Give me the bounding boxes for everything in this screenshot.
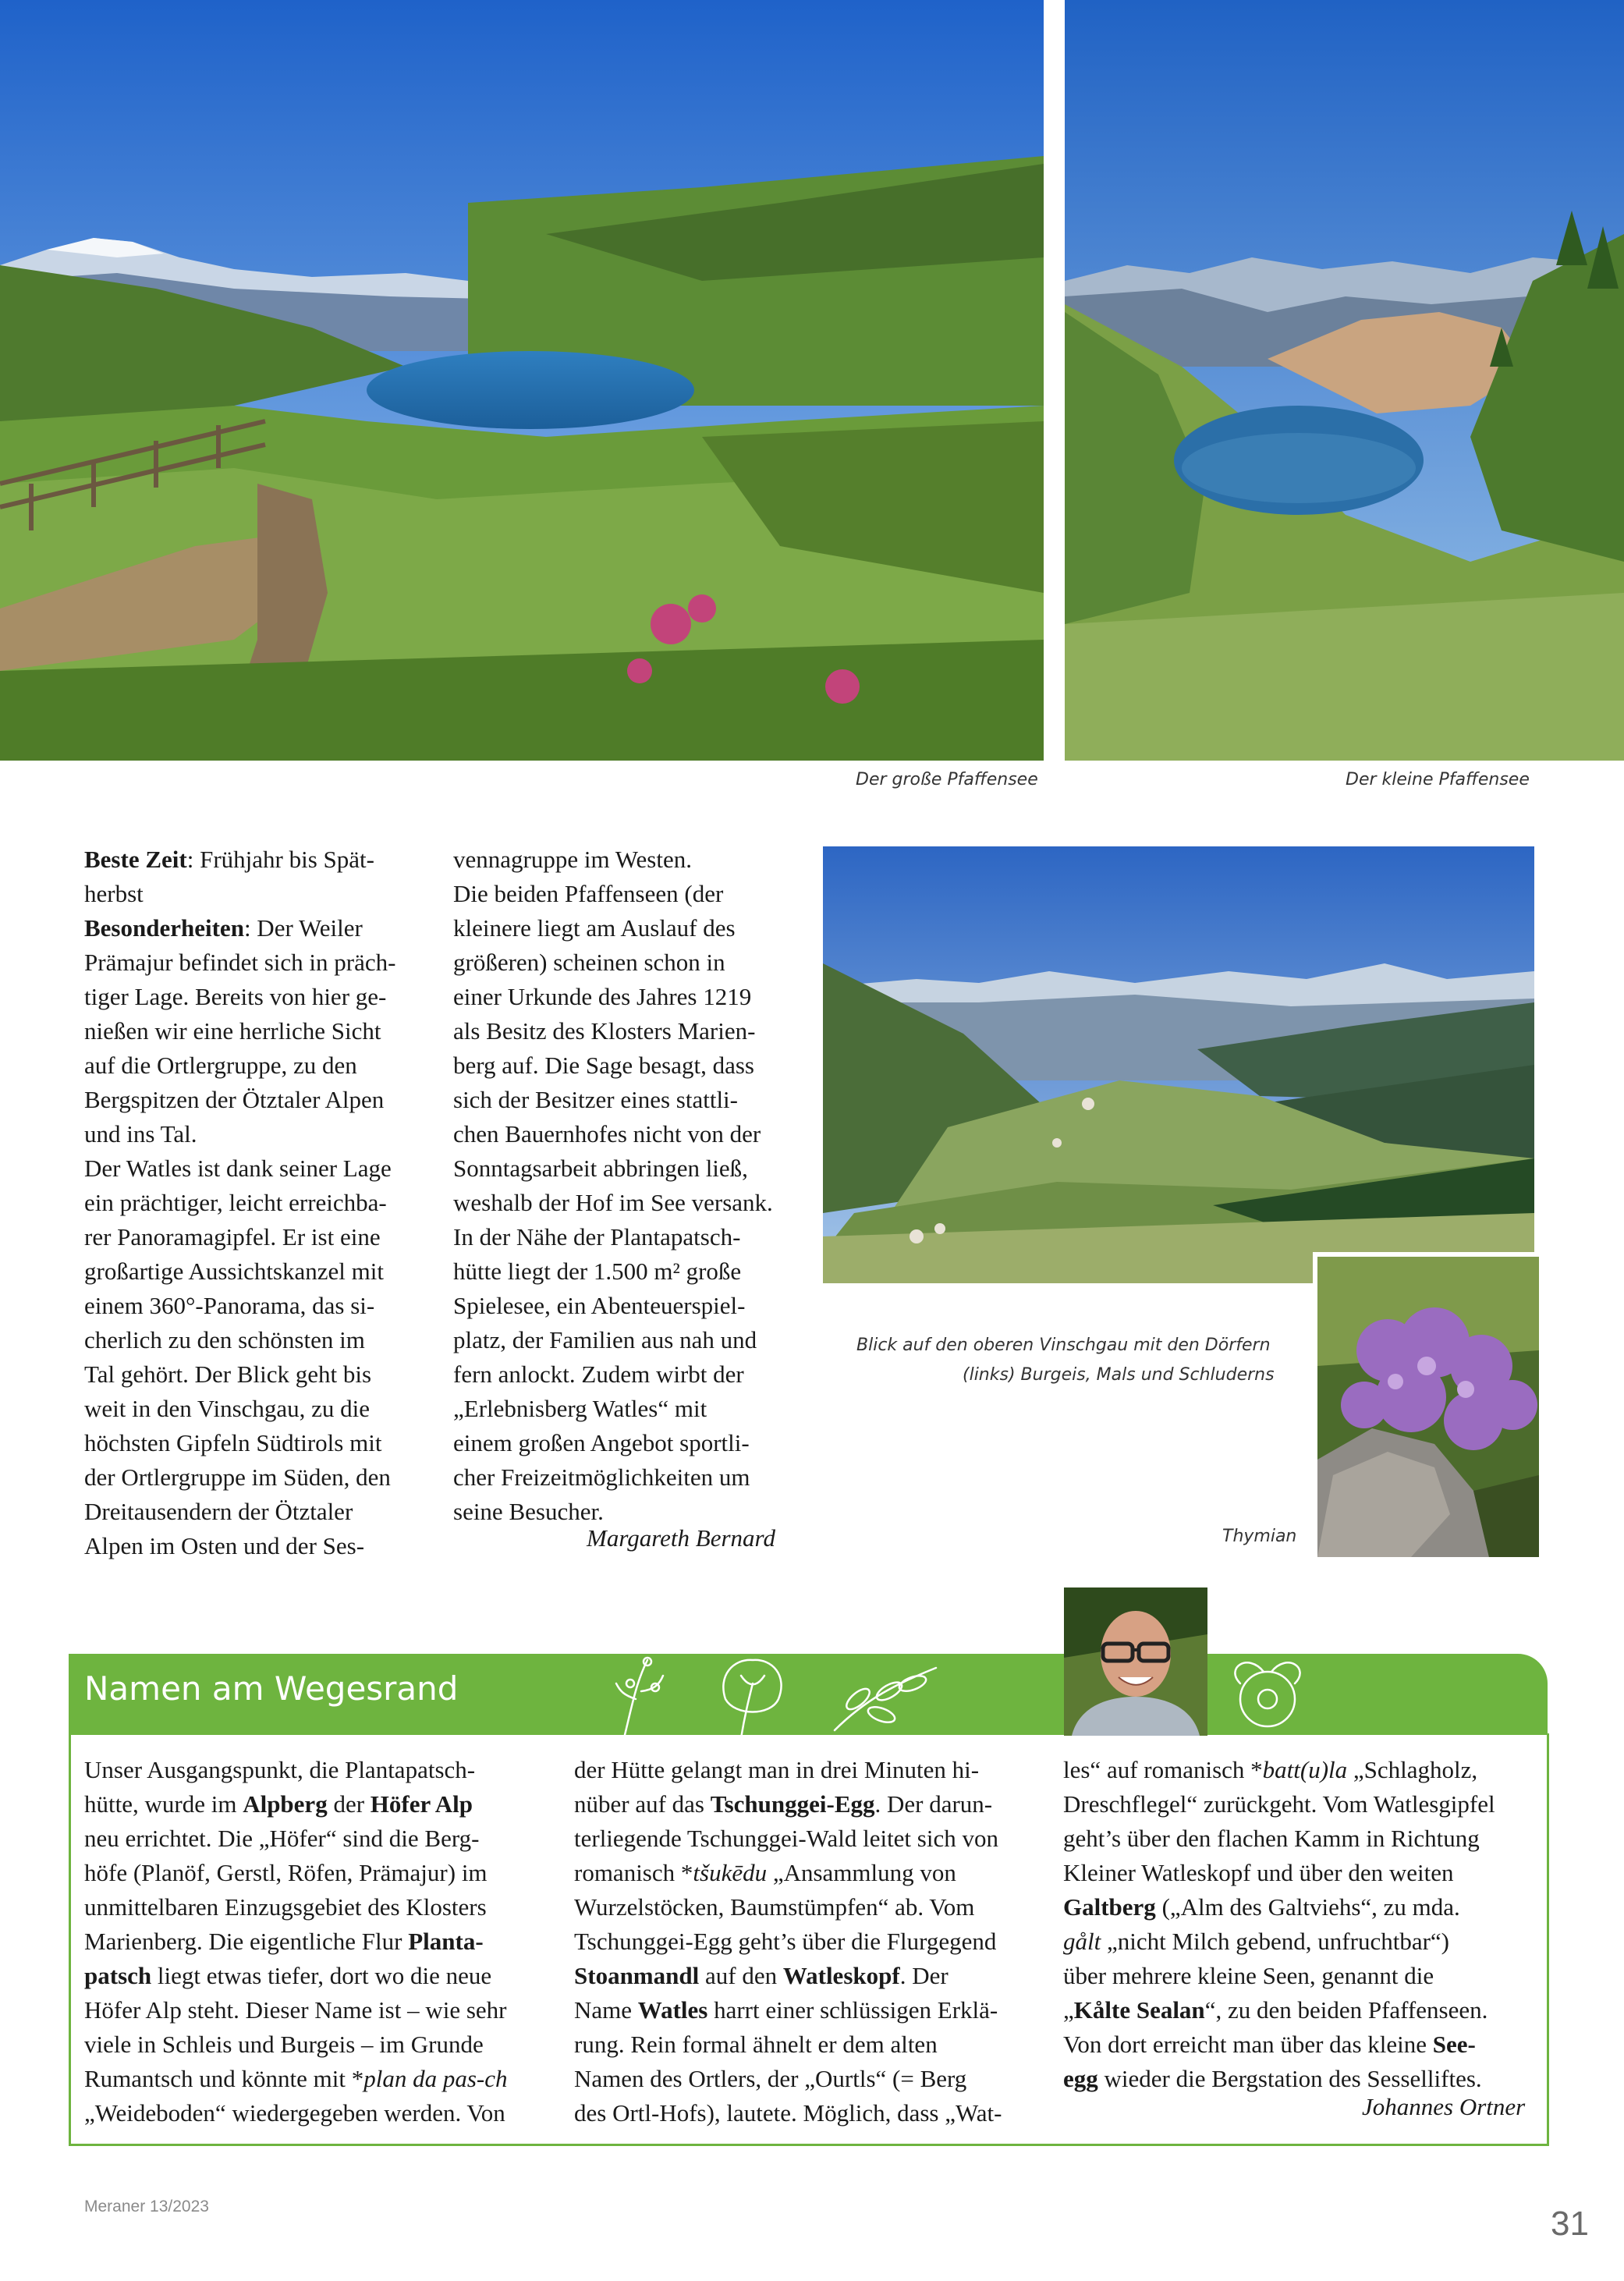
text-line: Alpen im Osten und der Ses- bbox=[84, 1532, 365, 1559]
text-line: Dreitausendern der Ötztaler bbox=[84, 1498, 353, 1525]
text-line: Rumantsch und könnte mit *plan da pas-ch bbox=[84, 2065, 508, 2092]
text-line: patsch liegt etwas tiefer, dort wo die neue bbox=[84, 1962, 492, 1989]
text-line: Namen des Ortlers, der „Ourtls“ (= Berg bbox=[574, 2065, 967, 2092]
photo-grosser-pfaffensee bbox=[0, 0, 1044, 761]
text-line: Höfer Alp steht. Dieser Name ist – wie sehr bbox=[84, 1996, 507, 2024]
text-line: In der Nähe der Plantapatsch- bbox=[453, 1223, 741, 1250]
text-line: hütte, wurde im Alpberg der Höfer Alp bbox=[84, 1790, 473, 1818]
text-line: einer Urkunde des Jahres 1219 bbox=[453, 983, 752, 1010]
caption-thymian: Thymian bbox=[1222, 1527, 1297, 1546]
text-line: nießen wir eine herrliche Sicht bbox=[84, 1017, 381, 1045]
text-line: höfe (Planöf, Gerstl, Röfen, Prämajur) im bbox=[84, 1859, 488, 1886]
photo-thymian bbox=[1313, 1252, 1539, 1557]
text-line: chen Bauernhofes nicht von der bbox=[453, 1120, 761, 1148]
box-title: Namen am Wegesrand bbox=[84, 1669, 459, 1708]
text-line: nüber auf das Tschunggei-Egg. Der darun- bbox=[574, 1790, 993, 1818]
text-line: „Kålte Sealan“, zu den beiden Pfaffenseen. bbox=[1063, 1996, 1488, 2024]
text-line: gålt „nicht Milch gebend, unfruchtbar“) bbox=[1063, 1928, 1449, 1955]
text-line: als Besitz des Klosters Marien- bbox=[453, 1017, 756, 1045]
text-line: Tschunggei-Egg geht’s über die Flurgegend bbox=[574, 1928, 997, 1955]
text-line: Kleiner Watleskopf und über den weiten bbox=[1063, 1859, 1454, 1886]
text-line: Wurzelstöcken, Baumstümpfen“ ab. Vom bbox=[574, 1893, 975, 1921]
text-line: rung. Rein formal ähnelt er dem alten bbox=[574, 2031, 938, 2058]
text-line: Stoanmandl auf den Watleskopf. Der bbox=[574, 1962, 949, 1989]
box-column-3 bbox=[1063, 1753, 1531, 2096]
text-line: Prämajur befindet sich in präch- bbox=[84, 949, 396, 976]
text-line: Unser Ausgangspunkt, die Plantapatsch- bbox=[84, 1756, 476, 1783]
text-line: der Hütte gelangt man in drei Minuten hi- bbox=[574, 1756, 980, 1783]
text-line: größeren) scheinen schon in bbox=[453, 949, 725, 976]
caption-vinschgau-line2: (links) Burgeis, Mals und Schluderns bbox=[963, 1365, 1275, 1385]
text-line: unmittelbaren Einzugsgebiet des Klosters bbox=[84, 1893, 487, 1921]
text-line: herbst bbox=[84, 880, 144, 907]
article-column-1 bbox=[84, 843, 435, 1563]
text-line: über mehrere kleine Seen, genannt die bbox=[1063, 1962, 1434, 1989]
article-column-2 bbox=[453, 843, 796, 1529]
text-line: fern anlockt. Zudem wirbt der bbox=[453, 1360, 744, 1388]
text-line: Die beiden Pfaffenseen (der bbox=[453, 880, 724, 907]
box-column-2 bbox=[574, 1753, 1050, 2130]
text-line: Sonntagsarbeit abbringen ließ, bbox=[453, 1155, 748, 1182]
text-line: les“ auf romanisch *batt(u)la „Schlagholz, bbox=[1063, 1756, 1478, 1783]
text-line: hütte liegt der 1.500 m² große bbox=[453, 1258, 742, 1285]
box-author: Johannes Ortner bbox=[1362, 2093, 1526, 2120]
text-line: sich der Besitzer eines stattli- bbox=[453, 1086, 738, 1113]
text-line: des Ortl-Hofs), lautete. Möglich, dass „Wat- bbox=[574, 2099, 1002, 2127]
text-line: cherlich zu den schönsten im bbox=[84, 1326, 365, 1353]
text-line: cher Freizeitmöglichkeiten um bbox=[453, 1463, 750, 1491]
photo-vinschgau bbox=[823, 846, 1534, 1283]
text-line: Name Watles harrt einer schlüssigen Erklä- bbox=[574, 1996, 998, 2024]
text-line: viele in Schleis und Burgeis – im Grunde bbox=[84, 2031, 484, 2058]
text-line: platz, der Familien aus nah und bbox=[453, 1326, 757, 1353]
caption-vinschgau-line1: Blick auf den oberen Vinschgau mit den Dörfern bbox=[856, 1336, 1271, 1355]
text-line: auf die Ortlergruppe, zu den bbox=[84, 1052, 357, 1079]
text-line: „Weideboden“ wiedergegeben werden. Von bbox=[84, 2099, 505, 2127]
text-line: Bergspitzen der Ötztaler Alpen bbox=[84, 1086, 385, 1113]
text-line: Von dort erreicht man über das kleine See- bbox=[1063, 2031, 1476, 2058]
text-line: egg wieder die Bergstation des Sesselliftes. bbox=[1063, 2065, 1482, 2092]
text-line: weshalb der Hof im See versank. bbox=[453, 1189, 773, 1216]
text-line: weit in den Vinschgau, zu die bbox=[84, 1395, 371, 1422]
text-line: Marienberg. Die eigentliche Flur Planta- bbox=[84, 1928, 484, 1955]
text-line: berg auf. Die Sage besagt, dass bbox=[453, 1052, 754, 1079]
photo-kleiner-pfaffensee bbox=[1065, 0, 1624, 761]
text-line: Beste Zeit: Frühjahr bis Spät- bbox=[84, 846, 374, 873]
text-line: Dreschflegel“ zurückgeht. Vom Watlesgipfel bbox=[1063, 1790, 1495, 1818]
caption-grosser-pfaffensee: Der große Pfaffensee bbox=[856, 770, 1038, 789]
text-line: höchsten Gipfeln Südtirols mit bbox=[84, 1429, 382, 1456]
text-line: vennagruppe im Westen. bbox=[453, 846, 692, 873]
text-line: ein prächtiger, leicht erreichba- bbox=[84, 1189, 387, 1216]
text-line: Der Watles ist dank seiner Lage bbox=[84, 1155, 392, 1182]
text-line: großartige Aussichtskanzel mit bbox=[84, 1258, 384, 1285]
text-line: kleinere liegt am Auslauf des bbox=[453, 914, 736, 942]
text-line: der Ortlergruppe im Süden, den bbox=[84, 1463, 391, 1491]
box-column-1 bbox=[84, 1753, 552, 2130]
text-line: Tal gehört. Der Blick geht bis bbox=[84, 1360, 372, 1388]
text-line: geht’s über den flachen Kamm in Richtung bbox=[1063, 1825, 1480, 1852]
text-line: einem 360°-Panorama, das si- bbox=[84, 1292, 375, 1319]
text-line: rer Panoramagipfel. Er ist eine bbox=[84, 1223, 381, 1250]
magazine-issue: Meraner 13/2023 bbox=[84, 2198, 209, 2215]
article-author: Margareth Bernard bbox=[587, 1524, 775, 1552]
text-line: tiger Lage. Bereits von hier ge- bbox=[84, 983, 387, 1010]
text-line: terliegende Tschunggei-Wald leitet sich von bbox=[574, 1825, 998, 1852]
text-line: Spielesee, ein Abenteuerspiel- bbox=[453, 1292, 746, 1319]
text-line: und ins Tal. bbox=[84, 1120, 197, 1148]
text-line: seine Besucher. bbox=[453, 1498, 604, 1525]
text-line: neu errichtet. Die „Höfer“ sind die Berg- bbox=[84, 1825, 480, 1852]
caption-kleiner-pfaffensee: Der kleine Pfaffensee bbox=[1346, 770, 1530, 789]
text-line: Besonderheiten: Der Weiler bbox=[84, 914, 363, 942]
text-line: „Erlebnisberg Watles“ mit bbox=[453, 1395, 707, 1422]
text-line: einem großen Angebot sportli- bbox=[453, 1429, 750, 1456]
text-line: Galtberg („Alm des Galtviehs“, zu mda. bbox=[1063, 1893, 1460, 1921]
author-portrait bbox=[1064, 1587, 1207, 1736]
text-line: romanisch *tšukēdu „Ansammlung von bbox=[574, 1859, 956, 1886]
page-number: 31 bbox=[1551, 2205, 1589, 2243]
